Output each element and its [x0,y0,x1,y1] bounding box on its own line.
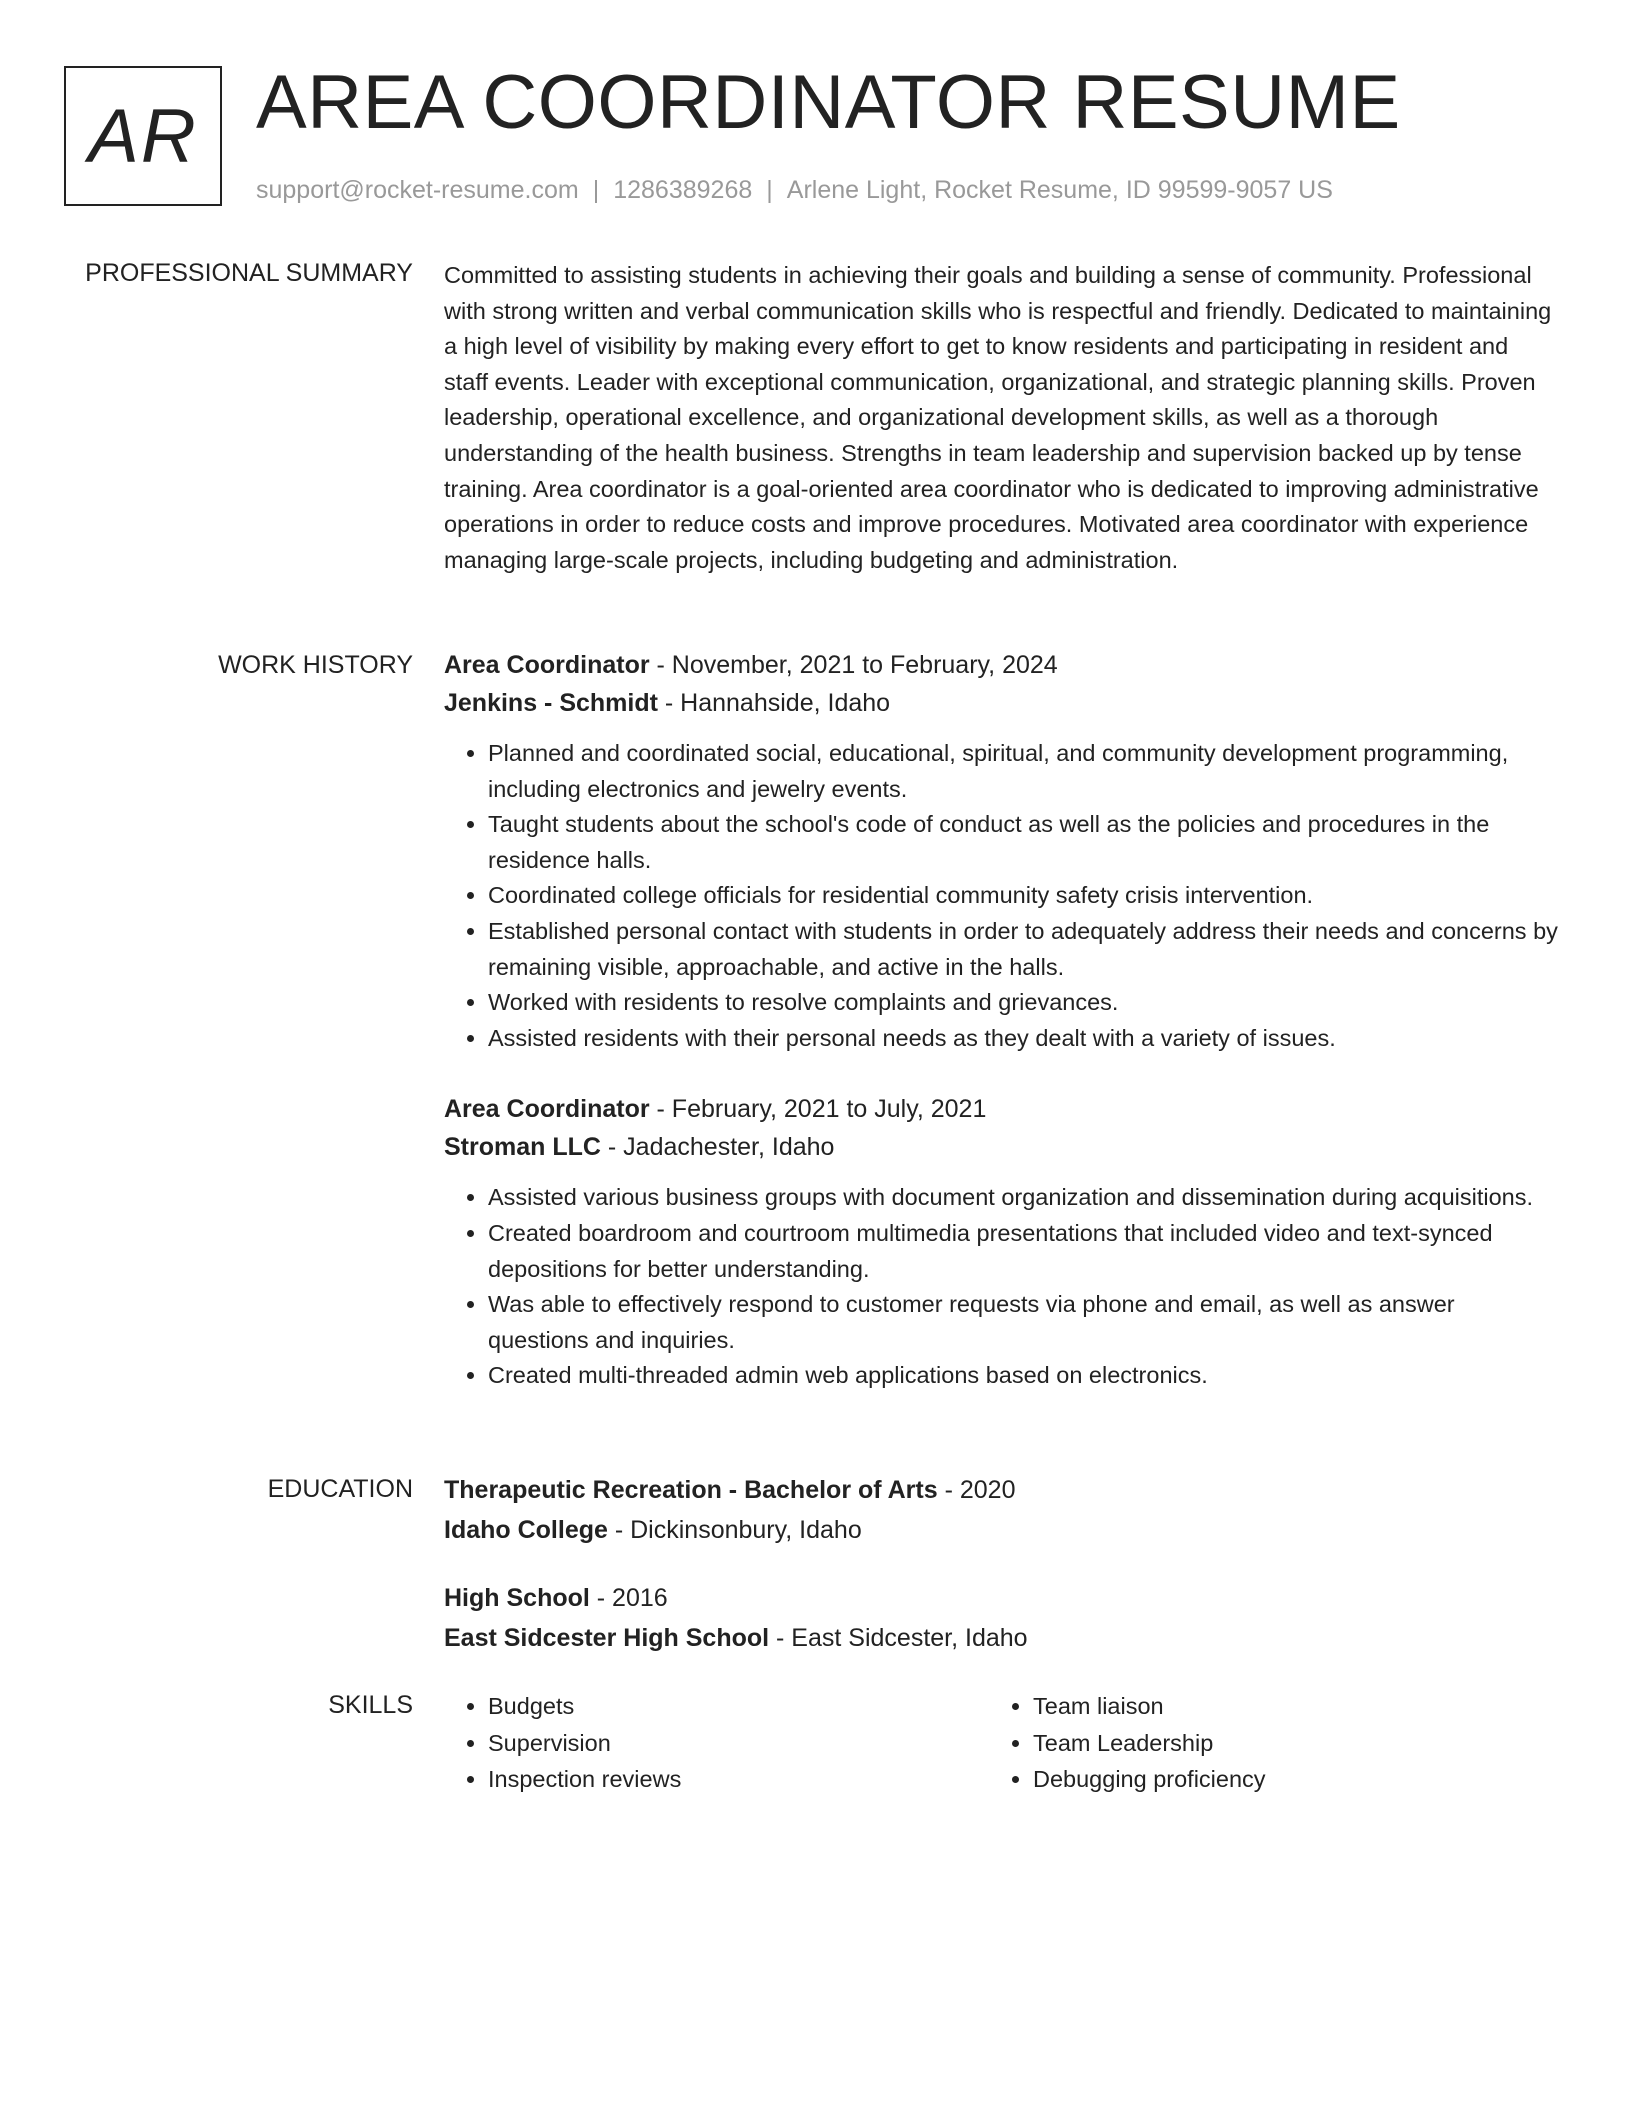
skill-item: • Inspection reviews [488,1761,988,1798]
resume-title: AREA COORDINATOR RESUME [256,60,1401,145]
school-line [444,1510,1558,1550]
skill-item: • Budgets [488,1688,988,1725]
degree-line [444,1578,1558,1618]
contact-separator: | [592,176,600,204]
job-company: Jenkins - Schmidt [444,689,658,717]
education-entry [444,1578,1558,1658]
skill-item: • Team liaison [1033,1688,1533,1725]
section-label-work-history: WORK HISTORY [218,651,413,679]
school-line [444,1618,1558,1658]
contact-phone[interactable]: 1286389268 [613,176,753,204]
job-bullet: • Taught students about the school's code of conduct as well as the policies and procedures in the residence halls. [488,807,1558,878]
job-company-line [444,1128,1558,1166]
skills-column-2 [989,1688,1533,1798]
job-bullet: • Planned and coordinated social, educational, spiritual, and community development programming, including electronics and jewelry events. [488,736,1558,807]
monogram-logo: AR [64,66,222,206]
degree-line [444,1470,1558,1510]
job-title: Area Coordinator [444,1095,650,1124]
degree-year: - 2020 [937,1476,1016,1504]
school-location: - Dickinsonbury, Idaho [607,1516,862,1544]
job-location: - Jadachester, Idaho [600,1133,835,1162]
school: East Sidcester High School [444,1624,770,1652]
job-dates: - November, 2021 to February, 2024 [649,651,1058,679]
contact-email[interactable]: support@rocket-resume.com [256,176,579,204]
job-location: - Hannahside, Idaho [657,689,891,717]
degree-year: - 2016 [589,1584,668,1612]
skill-item: • Team Leadership [1033,1725,1533,1762]
job-title-line [444,1090,1558,1128]
education-entry [444,1470,1558,1550]
skills-columns [444,1688,1558,1798]
job-bullet: • Coordinated college officials for residential community safety crisis intervention. [488,878,1558,914]
contact-line [256,174,1333,206]
degree: High School [444,1584,590,1612]
school: Idaho College [444,1516,608,1544]
job-bullet: • Assisted residents with their personal needs as they dealt with a variety of issues. [488,1021,1558,1057]
job-bullets [444,736,1558,1056]
job-company: Stroman LLC [444,1133,601,1162]
school-location: - East Sidcester, Idaho [769,1624,1028,1652]
job-bullet: • Created boardroom and courtroom multimedia presentations that included video and text-synced depositions for better understanding. [488,1216,1558,1287]
section-label-skills: SKILLS [328,1691,413,1719]
degree: Therapeutic Recreation - Bachelor of Arts [444,1476,938,1504]
job-entry [444,646,1558,1056]
job-dates: - February, 2021 to July, 2021 [649,1095,987,1124]
job-bullet: • Assisted various business groups with document organization and dissemination during acquisitions. [488,1180,1558,1216]
job-bullet: • Was able to effectively respond to customer requests via phone and email, as well as answer questions and inquiries. [488,1287,1558,1358]
job-company-line [444,684,1558,722]
section-label-education: EDUCATION [267,1475,413,1503]
job-title-line [444,646,1558,684]
summary-text: Committed to assisting students in achieving their goals and building a sense of community. Professional with strong written and verbal communication skills who is respectful and friendly. Dedicated to maintaining a high level of visibility by making every effort to get to know residents and participating in resident and staff events. Leader with exceptional communication, organizational, and strategic planning skills. Proven leadership, operational excellence, and organizational development skills, as well as a thorough understanding of the health business. Strengths in team leadership and supervision backed up by tense training. Area coordinator is a goal-oriented area coordinator who is dedicated to improving administrative operations in order to reduce costs and improve procedures. Motivated area coordinator with experience managing large-scale projects, including budgeting and administration. [444,262,1552,573]
job-bullet: • Established personal contact with students in order to adequately address their needs and concerns by remaining visible, approachable, and active in the halls. [488,914,1558,985]
job-bullet: • Created multi-threaded admin web applications based on electronics. [488,1358,1558,1394]
job-entry [444,1090,1558,1394]
job-bullet: • Worked with residents to resolve complaints and grievances. [488,985,1558,1021]
job-title: Area Coordinator [444,651,650,679]
contact-separator: | [766,176,773,204]
contact-address: Arlene Light, Rocket Resume, ID 99599-9057 US [786,176,1333,204]
skill-item: • Supervision [488,1725,988,1762]
section-label-summary: PROFESSIONAL SUMMARY [85,259,413,287]
job-bullets [444,1180,1558,1394]
skills-column-1 [444,1688,988,1798]
skill-item: • Debugging proficiency [1033,1761,1533,1798]
